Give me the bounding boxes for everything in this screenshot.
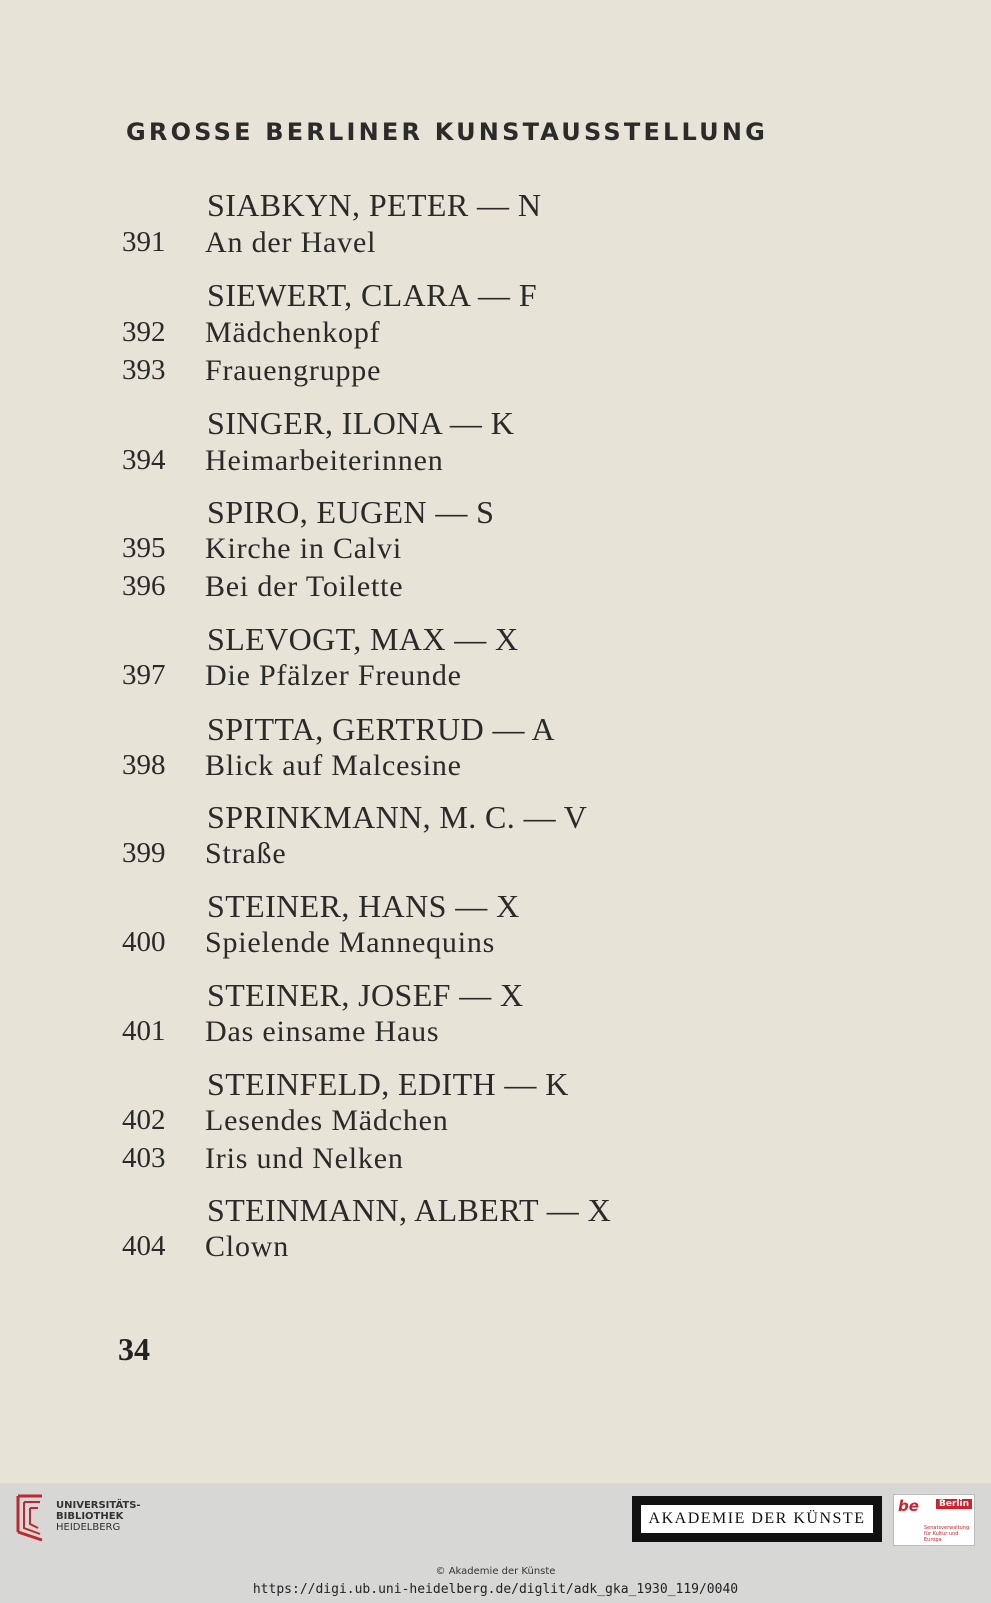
artist-row bbox=[0, 277, 991, 313]
artist-name: SINGER, ILONA — K bbox=[207, 405, 515, 441]
work-title: Heimarbeiterinnen bbox=[205, 444, 444, 477]
artist-name: STEINER, JOSEF — X bbox=[207, 977, 524, 1013]
work-row bbox=[0, 570, 991, 606]
artist-row bbox=[0, 621, 991, 657]
work-title: Blick auf Malcesine bbox=[205, 749, 462, 782]
work-row bbox=[0, 837, 991, 873]
artist-row bbox=[0, 494, 991, 530]
be-logo-berlin: Berlin bbox=[936, 1499, 972, 1509]
work-title: Spielende Mannequins bbox=[205, 926, 496, 959]
akademie-der-kuenste-logo[interactable] bbox=[632, 1496, 882, 1542]
catalog-number: 396 bbox=[122, 570, 166, 602]
catalog-number: 393 bbox=[122, 354, 166, 386]
artist-row bbox=[0, 405, 991, 441]
artist-name: SIABKYN, PETER — N bbox=[207, 187, 542, 223]
work-title: Clown bbox=[205, 1230, 290, 1263]
university-library-logo-icon[interactable] bbox=[12, 1492, 52, 1544]
catalog-number: 397 bbox=[122, 659, 166, 691]
catalog-number: 391 bbox=[122, 226, 166, 258]
uni-name-line3: HEIDELBERG bbox=[56, 1522, 121, 1533]
artist-name: SPITTA, GERTRUD — A bbox=[207, 711, 556, 747]
work-title: Das einsame Haus bbox=[205, 1015, 440, 1048]
work-row bbox=[0, 926, 991, 962]
work-title: Kirche in Calvi bbox=[205, 532, 402, 565]
artist-row bbox=[0, 1066, 991, 1102]
artist-row bbox=[0, 977, 991, 1013]
catalog-number: 395 bbox=[122, 532, 166, 564]
work-row bbox=[0, 1142, 991, 1178]
uni-name-line2: BIBLIOTHEK bbox=[56, 1511, 124, 1522]
catalog-number: 402 bbox=[122, 1104, 166, 1136]
adk-logo-text: AKADEMIE DER KÜNSTE bbox=[641, 1505, 873, 1533]
artist-name: SLEVOGT, MAX — X bbox=[207, 621, 519, 657]
uni-name-line1: UNIVERSITÄTS- bbox=[56, 1500, 141, 1511]
catalog-number: 394 bbox=[122, 444, 166, 476]
catalog-number: 401 bbox=[122, 1015, 166, 1047]
artist-row bbox=[0, 888, 991, 924]
be-logo-subtitle: Senatsverwaltung für Kultur und Europa bbox=[924, 1525, 970, 1543]
work-title: An der Havel bbox=[205, 226, 377, 259]
work-row bbox=[0, 226, 991, 262]
work-title: Frauengruppe bbox=[205, 354, 382, 387]
permalink-url[interactable]: https://digi.ub.uni-heidelberg.de/diglit/adk_gka_1930_119/0040 bbox=[252, 1582, 739, 1597]
work-row bbox=[0, 659, 991, 695]
artist-name: STEINFELD, EDITH — K bbox=[207, 1066, 569, 1102]
page-number: 34 bbox=[118, 1331, 150, 1367]
work-row bbox=[0, 749, 991, 785]
artist-name: STEINER, HANS — X bbox=[207, 888, 520, 924]
be-berlin-logo[interactable] bbox=[893, 1494, 975, 1546]
work-title: Lesendes Mädchen bbox=[205, 1104, 449, 1137]
work-row bbox=[0, 532, 991, 568]
catalog-number: 404 bbox=[122, 1230, 166, 1262]
work-title: Bei der Toilette bbox=[205, 570, 404, 603]
work-row bbox=[0, 444, 991, 480]
artist-name: SIEWERT, CLARA — F bbox=[207, 277, 538, 313]
work-title: Straße bbox=[205, 837, 287, 870]
work-title: Die Pfälzer Freunde bbox=[205, 659, 462, 692]
artist-name: SPIRO, EUGEN — S bbox=[207, 494, 495, 530]
catalog-number: 403 bbox=[122, 1142, 166, 1174]
copyright-notice: © Akademie der Künste bbox=[435, 1566, 556, 1577]
university-library-name[interactable] bbox=[56, 1500, 141, 1533]
artist-name: SPRINKMANN, M. C. — V bbox=[207, 799, 588, 835]
work-title: Iris und Nelken bbox=[205, 1142, 404, 1175]
artist-row bbox=[0, 711, 991, 747]
catalog-number: 400 bbox=[122, 926, 166, 958]
work-row bbox=[0, 354, 991, 390]
work-row bbox=[0, 316, 991, 352]
work-title: Mädchenkopf bbox=[205, 316, 381, 349]
artist-name: STEINMANN, ALBERT — X bbox=[207, 1192, 612, 1228]
running-head: GROSSE BERLINER KUNSTAUSSTELLUNG bbox=[126, 118, 769, 146]
artist-row bbox=[0, 799, 991, 835]
catalog-number: 399 bbox=[122, 837, 166, 869]
work-row bbox=[0, 1104, 991, 1140]
artist-row bbox=[0, 1192, 991, 1228]
catalog-number: 398 bbox=[122, 749, 166, 781]
work-row bbox=[0, 1015, 991, 1051]
be-logo-be: be bbox=[898, 1497, 919, 1515]
artist-row bbox=[0, 187, 991, 223]
work-row bbox=[0, 1230, 991, 1266]
catalog-number: 392 bbox=[122, 316, 166, 348]
